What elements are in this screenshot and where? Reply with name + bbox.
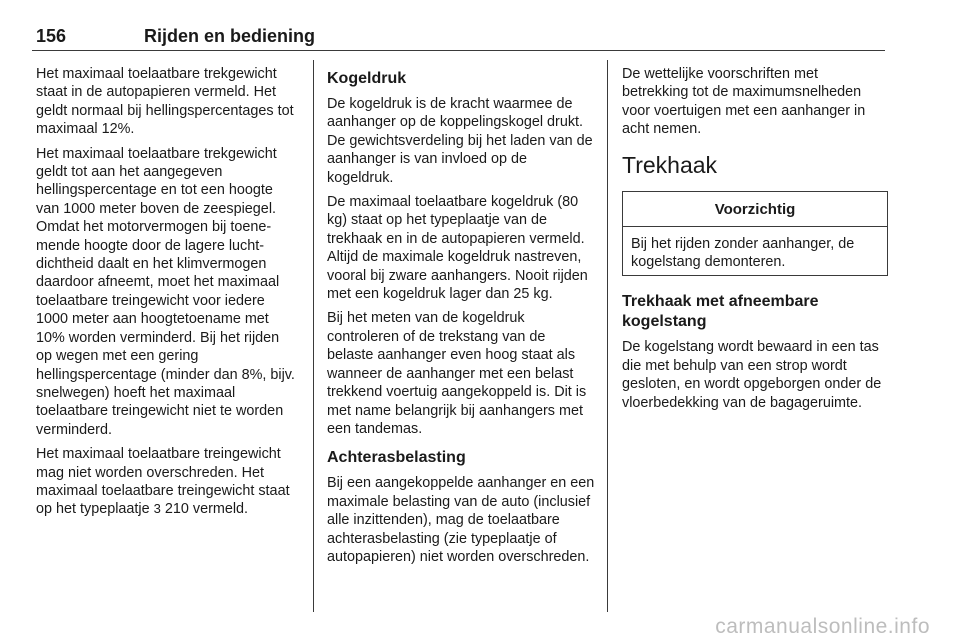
- paragraph-achterasbelasting: Bij een aangekoppelde aanhanger en een maximale belasting van de auto (inclusief alle inzittenden), mag de toelaatbare achterasbelasting (zie typeplaatje of autopapieren) niet worden overschreden.: [327, 475, 595, 565]
- column-right: [622, 65, 888, 418]
- paragraph-maximumsnelheden: De wettelijke voorschriften met betrekking tot de maximumsnelheden voor voertuigen met een aanhanger in acht nemen.: [622, 66, 866, 138]
- caution-box: [622, 191, 888, 277]
- page-header: [32, 26, 885, 51]
- column-left: [36, 65, 298, 525]
- paragraph-kogeldruk-max: De maximaal toelaatbare kogeldruk (80 kg) staat op het typeplaatje van de trekhaak en in de autopapieren vermeld. Altijd de maximale kogeldruk nastreven, vooral bij zware aanhangers. Nooit rijden met een kogeldruk lager dan 25 kg.: [327, 194, 588, 303]
- paragraph-trekgewicht: Het maximaal toelaatbare trekgewicht staat in de autopapieren vermeld. Het geldt normaal bij hellingspercentages tot maximaal 12%.: [36, 66, 294, 138]
- heading-achterasbelasting: Achterasbelasting: [327, 449, 466, 467]
- column-divider: [607, 60, 608, 612]
- paragraph-kogelstang: De kogelstang wordt bewaard in een tas die met behulp van een strop wordt gesloten, en wordt opgeborgen onder de vloerbedekking van de bagageruimte.: [622, 339, 882, 411]
- chapter-title: Rijden en bediening: [144, 26, 316, 46]
- heading-trekhaak: Trekhaak: [622, 151, 718, 178]
- cross-reference-page[interactable]: 210: [164, 501, 189, 518]
- cross-reference-icon: 3: [153, 501, 161, 517]
- paragraph-treingewicht: [36, 445, 298, 519]
- page-number: 156: [36, 26, 67, 46]
- paragraph-treingewicht-text: Het maximaal toelaatbare treingewicht mag niet worden overschreden. Het maximaal toelaatbare treingewicht staat op het typeplaatje: [36, 446, 290, 518]
- paragraph-treingewicht-tail: vermeld.: [192, 501, 249, 518]
- paragraph-hoogte: Het maximaal toelaatbare trekgewicht geldt tot aan het aangegeven hellingspercentage en tot een hoogte van 1000 meter boven de zeespiegel. Omdat het motorvermogen bij toenemende hoogte door de lagere luchtdichtheid daalt en het klimvermogen daardoor afneemt, moet het maximaal toelaatbare treingewicht voor iedere 1000 meter aan hoogtetoename met 10% worden verminderd. Bij het rijden op wegen met een gering hellingspercentage (minder dan 8%, bijv. snelwegen) hoeft het maximaal toelaatbare treingewicht niet te worden verminderd.: [36, 145, 295, 438]
- column-middle: [327, 65, 595, 572]
- column-divider: [313, 60, 314, 612]
- heading-kogeldruk: Kogeldruk: [327, 70, 407, 87]
- paragraph-kogeldruk-def: De kogeldruk is de kracht waarmee de aanhanger op de koppelingskogel drukt. De gewichtsverdeling bij het laden van de aanhanger is van invloed op de kogeldruk.: [327, 96, 593, 186]
- heading-afneembare-kogelstang: Trekhaak met afneembare kogelstang: [622, 293, 819, 331]
- watermark: carmanualsonline.info: [715, 615, 930, 638]
- caution-text: Bij het rijden zonder aanhanger, de kogelstang demonteren.: [631, 235, 855, 271]
- paragraph-kogeldruk-meten: Bij het meten van de kogeldruk controleren of de trekstang van de belaste aanhanger even hoog staat als wanneer de aanhanger met een belast trekkend voertuig aangekoppeld is. Dit is met name belangrijk bij aanhangers met een tandemas.: [327, 310, 587, 437]
- caution-title: Voorzichtig: [623, 192, 887, 227]
